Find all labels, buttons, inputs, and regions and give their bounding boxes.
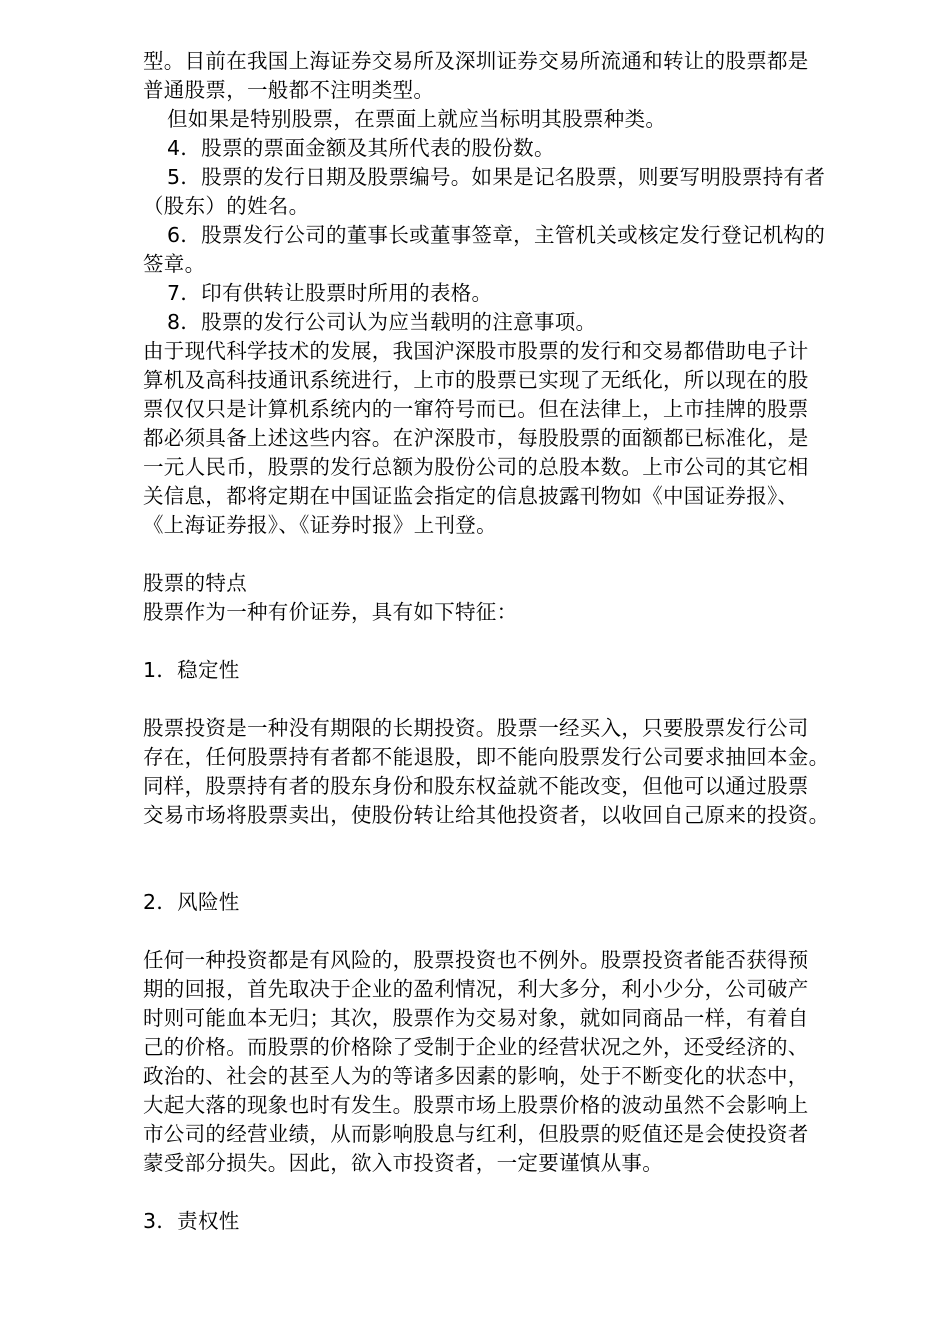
list-item: 4．股票的票面金额及其所代表的股份数。 [167, 136, 555, 160]
spacer [143, 1178, 878, 1207]
text-line: 型。目前在我国上海证券交易所及深圳证券交易所流通和转让的股票都是 [143, 49, 809, 73]
paragraph-line: 一元人民币，股票的发行总额为股份公司的总股本数。上市公司的其它相 [143, 455, 809, 479]
paragraph-line: 时则可能血本无归；其次，股票作为交易对象，就如同商品一样，有着自 [143, 1006, 809, 1030]
spacer [143, 685, 878, 714]
list-item: 6．股票发行公司的董事长或董事签章，主管机关或核定发行登记机构的 [167, 223, 826, 247]
paragraph-line: 关信息，都将定期在中国证监会指定的信息披露刊物如《中国证券报》、 [143, 484, 799, 508]
list-item: 8．股票的发行公司认为应当载明的注意事项。 [167, 310, 597, 334]
paragraph-line: 期的回报，首先取决于企业的盈利情况，利大多分，利小少分，公司破产 [143, 977, 809, 1001]
spacer [143, 917, 878, 946]
spacer [143, 830, 878, 888]
heading-responsibility: 3．责权性 [143, 1209, 240, 1233]
paragraph-line: 股票投资是一种没有期限的长期投资。股票一经买入，只要股票发行公司 [143, 716, 809, 740]
paragraph-line: 算机及高科技通讯系统进行，上市的股票已实现了无纸化，所以现在的股 [143, 368, 809, 392]
paragraph-line: 任何一种投资都是有风险的，股票投资也不例外。股票投资者能否获得预 [143, 948, 809, 972]
text-line: 但如果是特别股票，在票面上就应当标明其股票种类。 [167, 107, 667, 131]
section-intro: 股票作为一种有价证券，具有如下特征： [143, 600, 518, 624]
section-title: 股票的特点 [143, 571, 247, 595]
text-line: 普通股票，一般都不注明类型。 [143, 78, 435, 102]
paragraph-line: 存在，任何股票持有者都不能退股，即不能向股票发行公司要求抽回本金。 [143, 745, 830, 769]
paragraph-line: 《上海证券报》、《证券时报》上刊登。 [143, 513, 497, 537]
document-page [143, 47, 878, 1236]
paragraph-line: 交易市场将股票卖出，使股份转让给其他投资者，以收回自己原来的投资。 [143, 803, 830, 827]
list-item: 7．印有供转让股票时所用的表格。 [167, 281, 493, 305]
paragraph-line: 市公司的经营业绩，从而影响股息与红利，但股票的贬值还是会使投资者 [143, 1122, 809, 1146]
spacer [143, 540, 878, 569]
spacer [143, 627, 878, 656]
heading-risk: 2．风险性 [143, 890, 240, 914]
text-line: 签章。 [143, 252, 206, 276]
paragraph-line: 蒙受部分损失。因此，欲入市投资者，一定要谨慎从事。 [143, 1151, 663, 1175]
text-line: （股东）的姓名。 [143, 194, 310, 218]
paragraph-line: 己的价格。而股票的价格除了受制于企业的经营状况之外，还受经济的、 [143, 1035, 809, 1059]
paragraph-line: 政治的、社会的甚至人为的等诸多因素的影响，处于不断变化的状态中， [143, 1064, 809, 1088]
paragraph-line: 都必须具备上述这些内容。在沪深股市，每股股票的面额都已标准化，是 [143, 426, 809, 450]
paragraph-line: 同样，股票持有者的股东身份和股东权益就不能改变，但他可以通过股票 [143, 774, 809, 798]
paragraph-line: 大起大落的现象也时有发生。股票市场上股票价格的波动虽然不会影响上 [143, 1093, 809, 1117]
heading-stability: 1．稳定性 [143, 658, 240, 682]
paragraph-line: 由于现代科学技术的发展，我国沪深股市股票的发行和交易都借助电子计 [143, 339, 809, 363]
paragraph-line: 票仅仅只是计算机系统内的一窜符号而已。但在法律上，上市挂牌的股票 [143, 397, 809, 421]
list-item: 5．股票的发行日期及股票编号。如果是记名股票，则要写明股票持有者 [167, 165, 826, 189]
